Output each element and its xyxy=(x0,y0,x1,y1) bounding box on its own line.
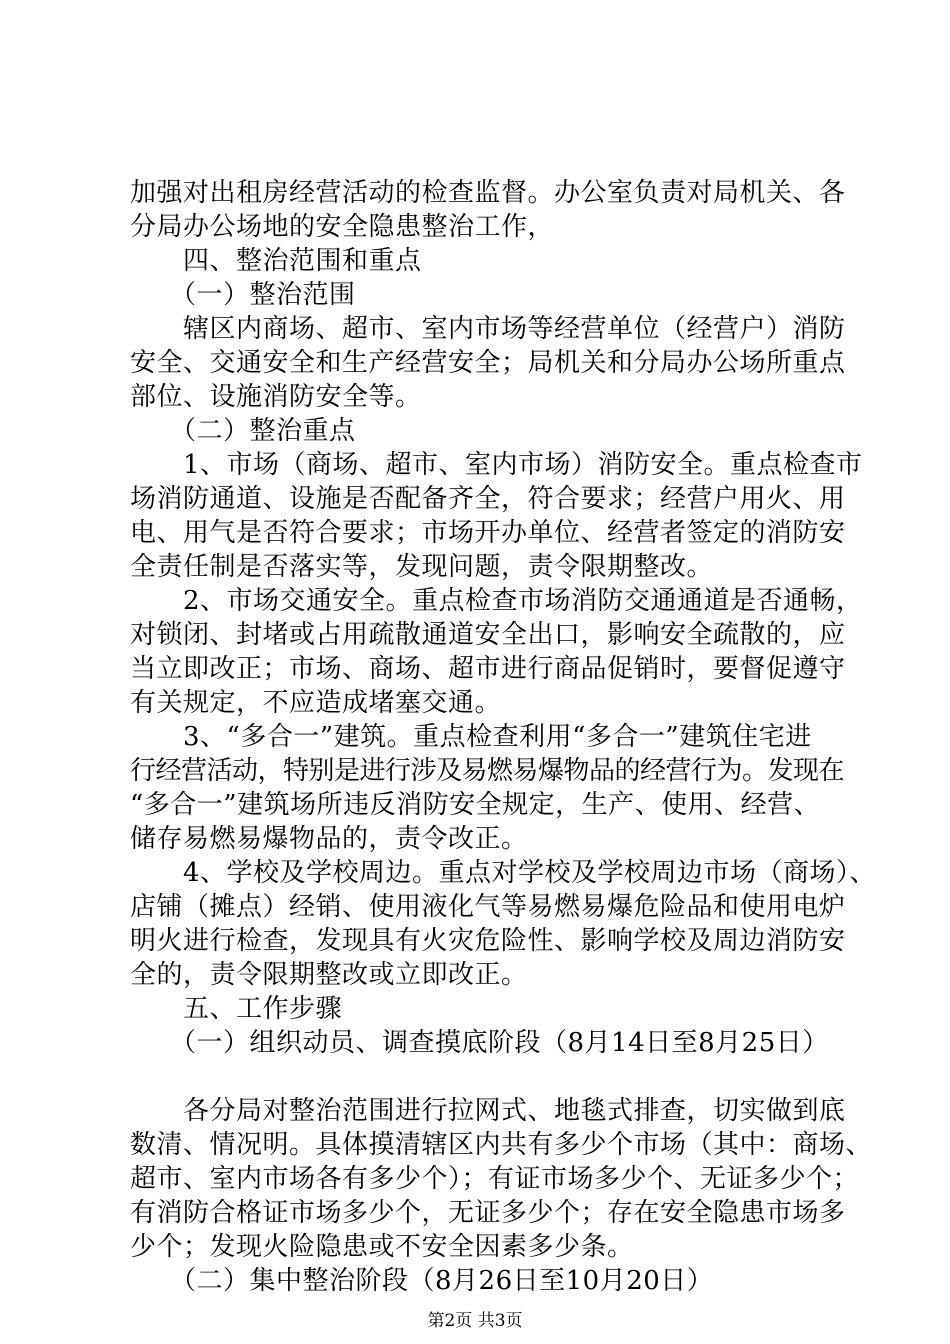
subsection-heading: （二）整治重点 xyxy=(130,416,356,446)
text-line: 安全、交通安全和生产经营安全；局机关和分局办公场所重点 xyxy=(130,348,846,378)
text-line: 当立即改正；市场、商场、超市进行商品促销时，要督促遵守 xyxy=(130,654,846,684)
text-line: 部位、设施消防安全等。 xyxy=(130,382,422,412)
subsection-heading: （二）集中整治阶段（8月26日至10月20日） xyxy=(130,1266,714,1296)
text-line: 1、市场（商场、超市、室内市场）消防安全。重点检查市 xyxy=(130,450,863,480)
text-line: 3、“多合一”建筑。重点检查利用“多合一”建筑住宅进 xyxy=(130,722,812,752)
subsection-heading: （一）组织动员、调查摸底阶段（8月14日至8月25日） xyxy=(130,1028,829,1058)
section-heading: 五、工作步骤 xyxy=(130,994,343,1024)
text-line: 明火进行检查，发现具有火灾危险性、影响学校及周边消防安 xyxy=(130,926,846,956)
text-line: 全责任制是否落实等，发现问题，责令限期整改。 xyxy=(130,552,714,582)
text-line: 少个；发现火险隐患或不安全因素多少条。 xyxy=(130,1232,634,1262)
text-line: 行经营活动，特别是进行涉及易燃易爆物品的经营行为。发现在 xyxy=(130,756,845,786)
text-line: 各分局对整治范围进行拉网式、地毯式排查，切实做到底 xyxy=(130,1096,846,1126)
text-line: 有消防合格证市场多少个，无证多少个；存在安全隐患市场多 xyxy=(130,1198,846,1228)
text-line: 分局办公场地的安全隐患整治工作， xyxy=(130,212,555,242)
text-line: 超市、室内市场各有多少个）；有证市场多少个、无证多少个； xyxy=(130,1164,860,1194)
text-line: 场消防通道、设施是否配备齐全，符合要求；经营户用火、用 xyxy=(130,484,846,514)
text-line: 加强对出租房经营活动的检查监督。办公室负责对局机关、各 xyxy=(130,178,846,208)
text-line: “多合一”建筑场所违反消防安全规定，生产、使用、经营、 xyxy=(130,790,821,820)
text-line: 全的，责令限期整改或立即改正。 xyxy=(130,960,528,990)
text-line: 4、学校及学校周边。重点对学校及学校周边市场（商场）、 xyxy=(130,858,877,888)
text-line: 数清、情况明。具体摸清辖区内共有多少个市场（其中：商场、 xyxy=(130,1130,873,1160)
text-line: 电、用气是否符合要求；市场开办单位、经营者签定的消防安 xyxy=(130,518,846,548)
text-line: 辖区内商场、超市、室内市场等经营单位（经营户）消防 xyxy=(130,314,846,344)
text-line: 店铺（摊点）经销、使用液化气等易燃易爆危险品和使用电炉 xyxy=(130,892,846,922)
text-line: 储存易燃易爆物品的，责令改正。 xyxy=(130,824,528,854)
page-number-footer: 第2页 共3页 xyxy=(427,1311,523,1331)
section-heading: 四、整治范围和重点 xyxy=(130,246,422,276)
subsection-heading: （一）整治范围 xyxy=(130,280,356,310)
text-line: 有关规定，不应造成堵塞交通。 xyxy=(130,688,502,718)
text-line: 2、市场交通安全。重点检查市场消防交通通道是否通畅， xyxy=(130,586,863,616)
text-line: 对锁闭、封堵或占用疏散通道安全出口，影响安全疏散的，应 xyxy=(130,620,846,650)
